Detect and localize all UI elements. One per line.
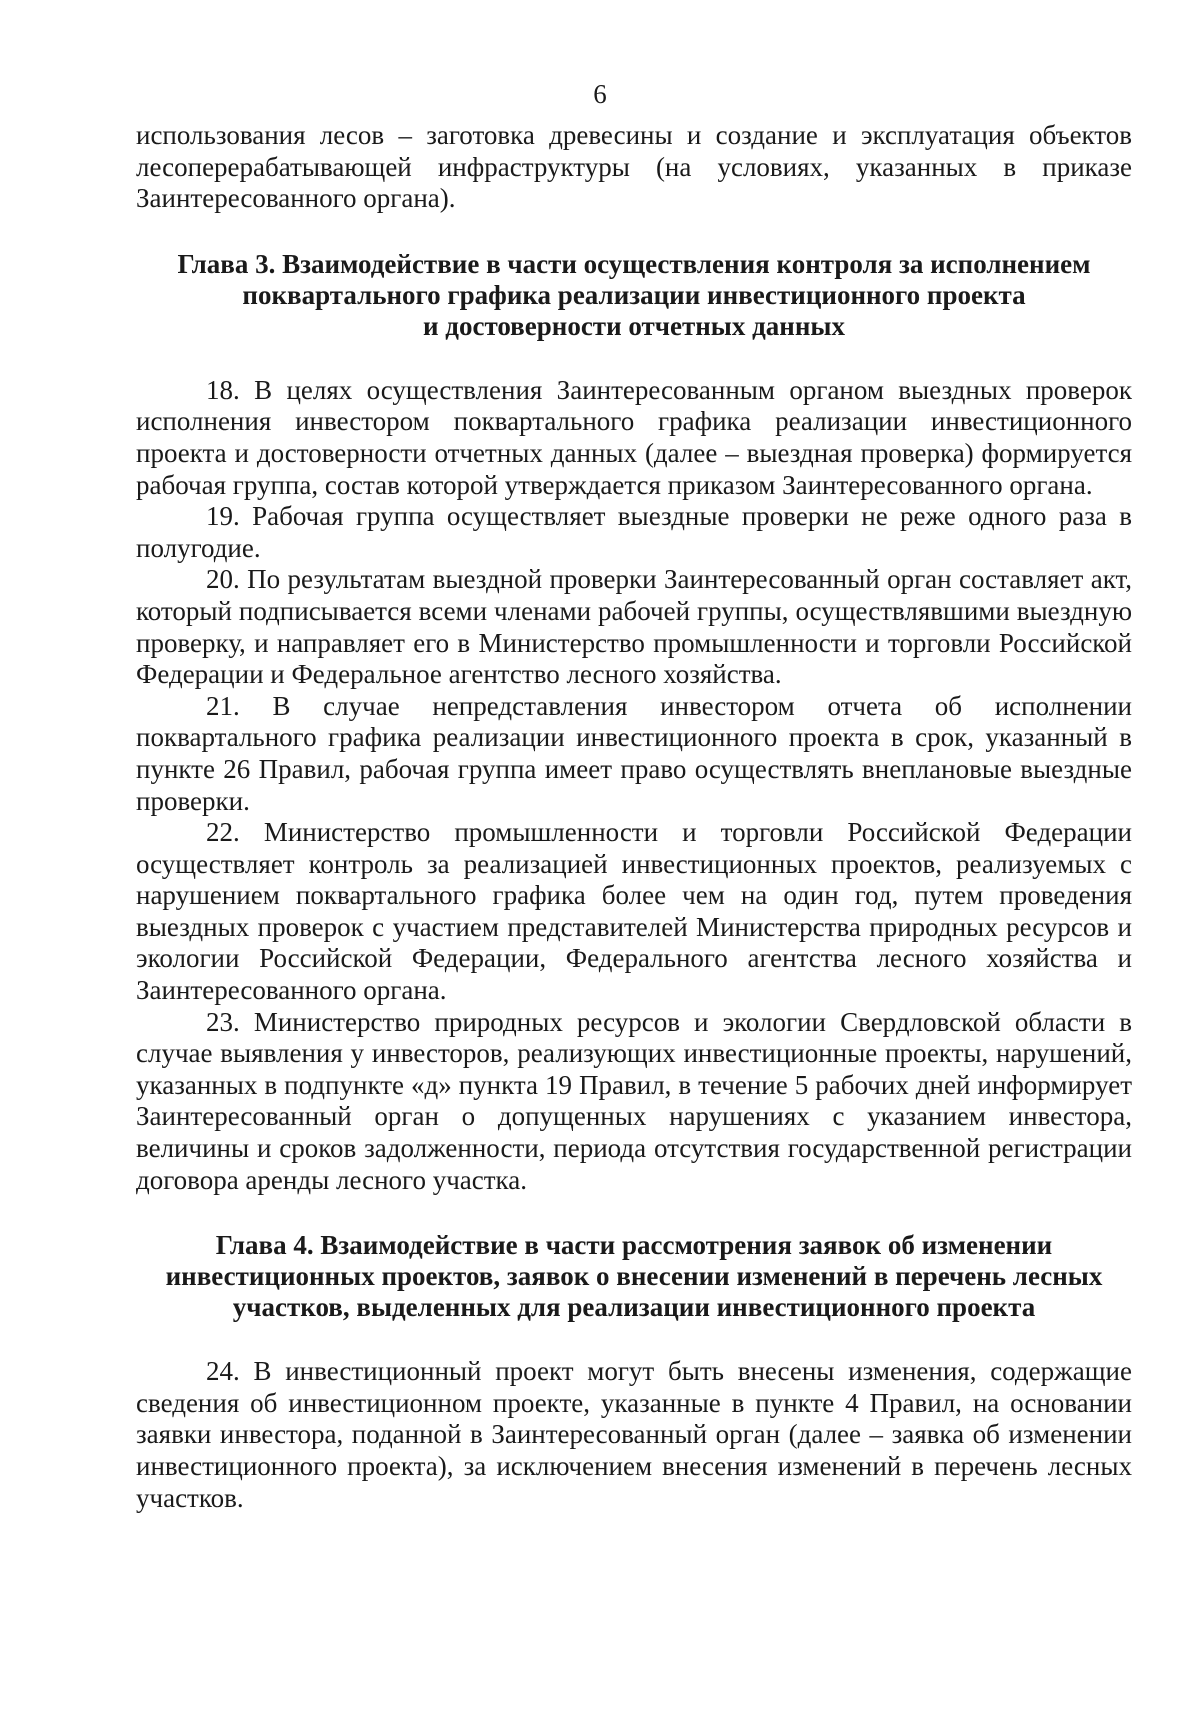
chapter-4-heading [136,1230,1132,1323]
paragraph-23: 23. Министерство природных ресурсов и экологии Свердловской области в случае выявления у инвесторов, реализующих инвестиционные проекты, нарушений, указанных в подпункте «д» пункта 19 Правил, в течение 5 рабочих дней информирует Заинтересованный орган о допущенных нарушениях с указанием инвестора, величины и сроков задолженности, периода отсутствия государственной регистрации договора аренды лесного участка. [136,1006,1132,1195]
chapter-4-heading-line-2: инвестиционных проектов, заявок о внесении изменений в перечень лесных [165,1261,1103,1292]
document-body [136,120,1132,1514]
chapter-4-heading-line-3: участков, выделенных для реализации инвестиционного проекта [232,1292,1036,1323]
chapter-3-heading [136,249,1132,342]
paragraph-24: 24. В инвестиционный проект могут быть внесены изменения, содержащие сведения об инвестиционном проекте, указанные в пункте 4 Правил, на основании заявки инвестора, поданной в Заинтересованный орган (далее – заявка об изменении инвестиционного проекта), за исключением внесения изменений в перечень лесных участков. [136,1356,1132,1513]
paragraph-18: 18. В целях осуществления Заинтересованным органом выездных проверок исполнения инвестором поквартального графика реализации инвестиционного проекта и достоверности отчетных данных (далее – выездная проверка) формируется рабочая группа, состав которой утверждается приказом Заинтересованного органа. [136,374,1132,500]
paragraph-20: 20. По результатам выездной проверки Заинтересованный орган составляет акт, который подписывается всеми членами рабочей группы, осуществлявшими выездную проверку, и направляет его в Министерство промышленности и торговли Российской Федерации и Федеральное агентство лесного хозяйства. [136,564,1132,690]
paragraph-22: 22. Министерство промышленности и торговли Российской Федерации осуществляет контроль за реализацией инвестиционных проектов, реализуемых с нарушением поквартального графика более чем на один год, путем проведения выездных проверок с участием представителей Министерства природных ресурсов и экологии Российской Федерации, Федерального агентства лесного хозяйства и Заинтересованного органа. [136,817,1132,1006]
chapter-4-heading-line-1: Глава 4. Взаимодействие в части рассмотрения заявок об изменении [215,1230,1053,1261]
page-number: 6 [593,79,607,109]
chapter-3-heading-line-1: Глава 3. Взаимодействие в части осуществления контроля за исполнением [177,248,1091,279]
chapter-3-heading-line-2: поквартального графика реализации инвестиционного проекта [242,279,1026,310]
intro-paragraph: использования лесов – заготовка древесины и создание и эксплуатация объектов лесоперерабатывающей инфраструктуры (на условиях, указанных в приказе Заинтересованного органа). [136,120,1132,214]
chapter-3-heading-line-3: и достоверности отчетных данных [423,310,845,341]
paragraph-19: 19. Рабочая группа осуществляет выездные проверки не реже одного раза в полугодие. [136,501,1132,563]
paragraph-21: 21. В случае непредставления инвестором отчета об исполнении поквартального графика реализации инвестиционного проекта в срок, указанный в пункте 26 Правил, рабочая группа имеет право осуществлять внеплановые выездные проверки. [136,690,1132,816]
